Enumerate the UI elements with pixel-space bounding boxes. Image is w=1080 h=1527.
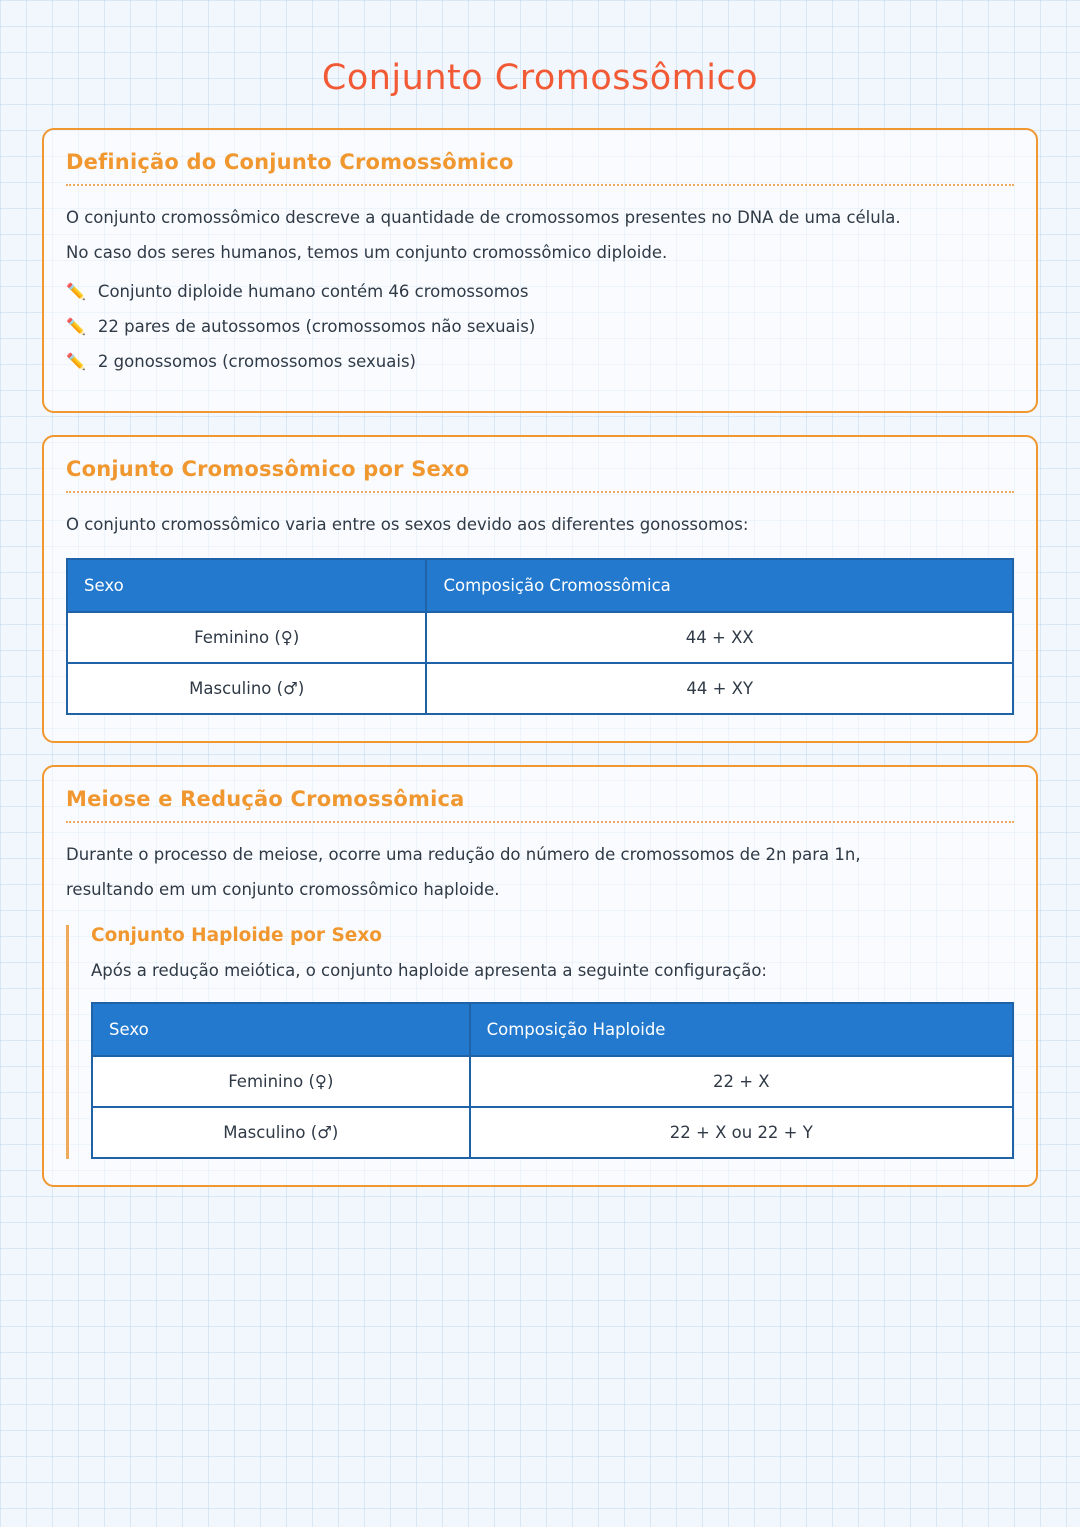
- list-item: [66, 280, 1014, 303]
- table-row: [67, 663, 1013, 714]
- section-title: Definição do Conjunto Cromossômico: [66, 150, 514, 174]
- section-divider: [66, 491, 1014, 493]
- pencil-icon: ✏️: [66, 351, 86, 371]
- page-title: Conjunto Cromossômico: [321, 58, 759, 98]
- table-cell: 22 + X ou 22 + Y: [470, 1107, 1013, 1158]
- table-header-row: [67, 559, 1013, 612]
- table-cell: Masculino (♂): [67, 663, 426, 714]
- subsection-paragraph: Após a redução meiótica, o conjunto haploide apresenta a seguinte configuração:: [91, 960, 767, 980]
- table-header-cell: Sexo: [67, 559, 426, 612]
- section-paragraph: resultando em um conjunto cromossômico haploide.: [66, 879, 500, 899]
- section-title: Meiose e Redução Cromossômica: [66, 786, 465, 811]
- table-row: [92, 1056, 1013, 1107]
- section-paragraph: Durante o processo de meiose, ocorre uma redução do número de cromossomos de 2n para 1n,: [66, 844, 861, 864]
- table-cell: 44 + XY: [426, 663, 1013, 714]
- table-cell: 44 + XX: [426, 612, 1013, 663]
- section-definicao: [42, 128, 1038, 413]
- list-item-label: 22 pares de autossomos (cromossomos não sexuais): [97, 316, 536, 336]
- list-item-label: 2 gonossomos (cromossomos sexuais): [97, 351, 416, 371]
- bullet-list: [66, 280, 1014, 373]
- table-cell: Masculino (♂): [92, 1107, 470, 1158]
- list-item: [66, 350, 1014, 373]
- list-item: [66, 315, 1014, 338]
- table-row: [67, 612, 1013, 663]
- table-cell: Feminino (♀): [92, 1056, 470, 1107]
- section-conjunto-por-sexo: [42, 435, 1038, 743]
- list-item-label: Conjunto diploide humano contém 46 cromossomos: [97, 281, 529, 301]
- table-conjunto-por-sexo: [66, 558, 1014, 715]
- section-title: Conjunto Cromossômico por Sexo: [66, 457, 470, 482]
- table-cell: 22 + X: [470, 1056, 1013, 1107]
- table-header-cell: Composição Haploide: [470, 1003, 1013, 1056]
- section-meiose: [42, 765, 1038, 1187]
- subsection-title: Conjunto Haploide por Sexo: [91, 924, 382, 946]
- section-paragraph: O conjunto cromossômico descreve a quantidade de cromossomos presentes no DNA de uma célula.: [66, 208, 901, 227]
- section-divider: [66, 821, 1014, 823]
- table-conjunto-haploide: [91, 1002, 1014, 1159]
- section-paragraph: No caso dos seres humanos, temos um conjunto cromossômico diploide.: [66, 242, 668, 262]
- section-paragraph: O conjunto cromossômico varia entre os sexos devido aos diferentes gonossomos:: [66, 515, 749, 535]
- table-header-cell: Sexo: [92, 1003, 470, 1056]
- subsection-conjunto-haploide: [66, 925, 1014, 1159]
- section-divider: [66, 184, 1014, 186]
- table-cell: Feminino (♀): [67, 612, 426, 663]
- pencil-icon: ✏️: [66, 281, 86, 301]
- table-row: [92, 1107, 1013, 1158]
- table-header-cell: Composição Cromossômica: [426, 559, 1013, 612]
- table-header-row: [92, 1003, 1013, 1056]
- pencil-icon: ✏️: [66, 316, 86, 336]
